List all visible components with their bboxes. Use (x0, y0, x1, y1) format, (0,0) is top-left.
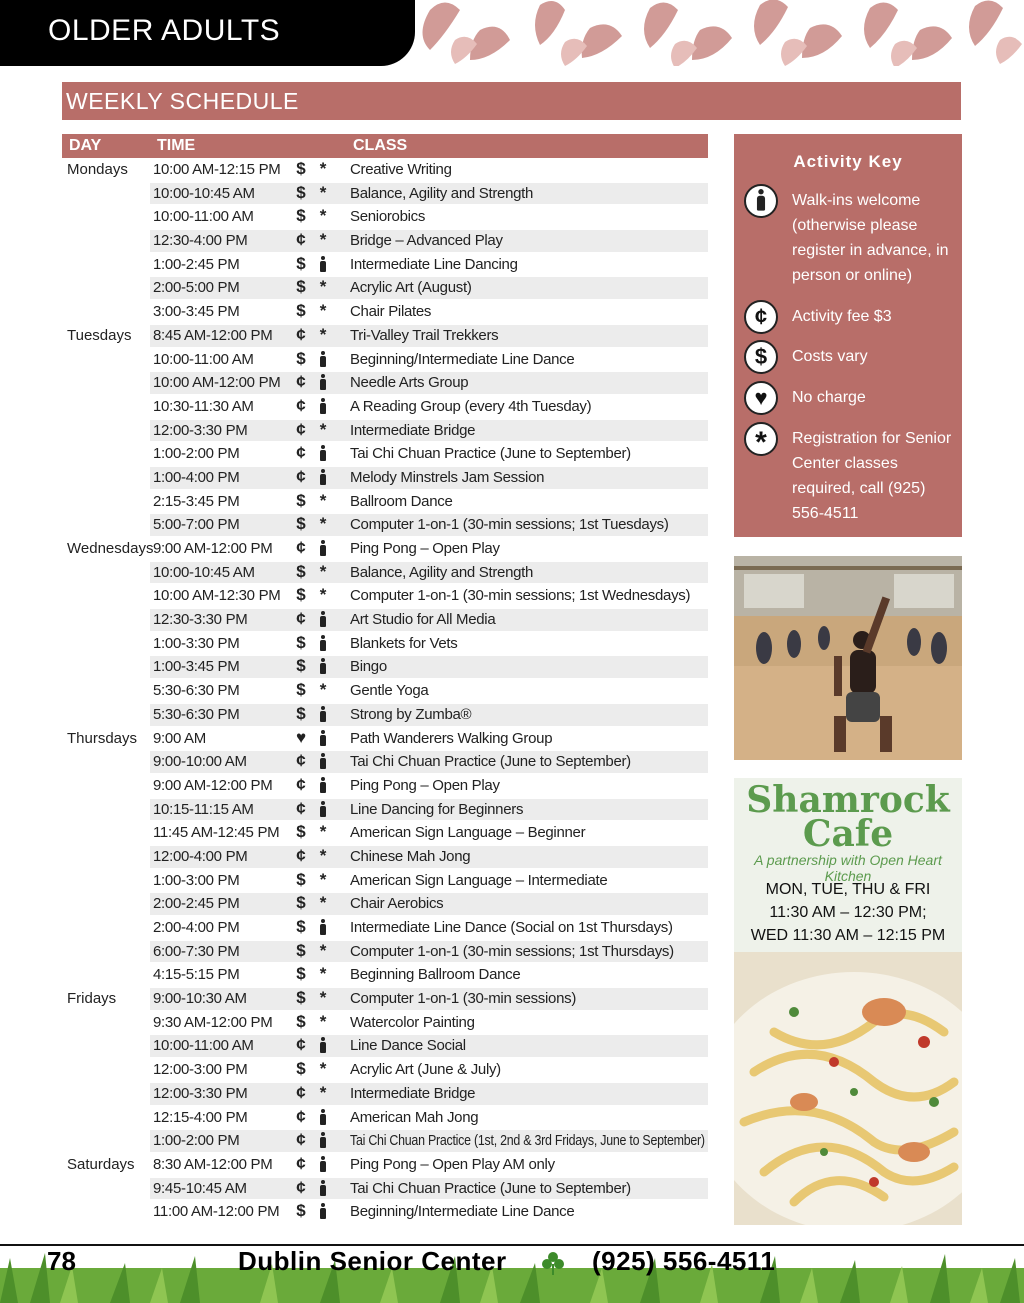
row-time: 9:45-10:45 AM (153, 1179, 247, 1197)
cent-icon: ¢ (296, 443, 306, 463)
dollar-icon: $ (296, 656, 306, 676)
asterisk-icon: * (319, 419, 327, 439)
key-text: Registration for Senior Center classes required, call (925) 556-4511 (792, 430, 952, 522)
row-day: Tuesdays (67, 326, 132, 344)
row-class: American Sign Language – Intermediate (350, 871, 608, 889)
cafe-hours-line3: WED 11:30 AM – 12:15 PM (750, 927, 946, 944)
asterisk-icon: * (319, 230, 327, 250)
row-time: 6:00-7:30 PM (153, 942, 240, 960)
dollar-icon: $ (296, 893, 306, 913)
column-time: TIME (157, 137, 196, 154)
asterisk-icon: * (319, 1082, 327, 1102)
schedule-table (62, 158, 708, 1224)
table-row (62, 1058, 708, 1082)
asterisk-icon: * (319, 988, 327, 1008)
row-day: Saturdays (67, 1155, 135, 1173)
dollar-icon: $ (296, 940, 306, 960)
cent-icon: ¢ (744, 300, 778, 334)
table-row (62, 324, 708, 348)
dollar-icon: $ (296, 253, 306, 273)
phone-number: (925) 556-4511 (592, 1246, 776, 1276)
table-row (62, 490, 708, 514)
row-class: Computer 1-on-1 (30-min sessions) (350, 990, 577, 1008)
table-row (62, 253, 708, 277)
row-time: 11:00 AM-12:00 PM (153, 1203, 280, 1221)
dollar-icon: $ (296, 1201, 306, 1221)
table-row (62, 1129, 708, 1153)
row-class: American Sign Language – Beginner (350, 824, 586, 842)
row-time: 10:00 AM-12:00 PM (153, 374, 281, 392)
dollar-icon: $ (296, 1059, 306, 1079)
dollar-icon: $ (296, 869, 306, 889)
row-class: Chair Pilates (350, 303, 432, 321)
cafe-partner: A partnership with Open Heart Kitchen (754, 852, 942, 884)
dollar-icon: $ (296, 822, 306, 842)
walk-in-icon (316, 396, 330, 416)
dollar-icon: $ (296, 277, 306, 297)
table-row (62, 442, 708, 466)
row-class: Computer 1-on-1 (30-min sessions; 1st Thursdays) (350, 942, 674, 960)
table-row (62, 916, 708, 940)
asterisk-icon: * (319, 893, 327, 913)
row-class: Intermediate Line Dance (Social on 1st Thursdays) (350, 919, 673, 936)
row-time: 1:00-2:00 PM (153, 445, 240, 463)
row-day: Wednesdays (67, 540, 154, 557)
table-row (62, 750, 708, 774)
shamrock-icon (540, 1250, 566, 1276)
cent-icon: ¢ (296, 324, 306, 344)
row-class: Line Dance Social (350, 1037, 466, 1055)
cent-icon: ¢ (296, 538, 306, 557)
dollar-icon: $ (296, 964, 306, 984)
zumba-class-photo (734, 556, 962, 760)
row-time: 12:00-3:30 PM (153, 421, 248, 439)
row-class: Ping Pong – Open Play (350, 540, 500, 557)
pasta-photo (734, 952, 962, 1225)
table-row (62, 821, 708, 845)
table-row (62, 608, 708, 632)
walk-in-icon (316, 372, 330, 392)
table-row (62, 1034, 708, 1058)
row-time: 4:15-5:15 PM (153, 966, 240, 984)
walk-in-icon (316, 1178, 330, 1198)
row-time: 9:00 AM-12:00 PM (153, 540, 273, 557)
row-day: Mondays (67, 161, 128, 178)
row-time: 3:00-3:45 PM (153, 303, 240, 321)
row-class: Creative Writing (350, 161, 452, 178)
shamrock-cafe-ad (734, 778, 962, 952)
table-row (62, 987, 708, 1011)
row-time: 10:00 AM-12:30 PM (153, 587, 281, 605)
cent-icon: ¢ (296, 1153, 306, 1173)
page-number: 78 (47, 1246, 76, 1276)
table-row (62, 561, 708, 585)
walk-in-icon (316, 609, 330, 629)
row-class: Tai Chi Chuan Practice (June to September) (350, 753, 631, 771)
asterisk-icon: * (319, 1059, 327, 1079)
walk-in-icon (316, 254, 330, 274)
asterisk-icon: * (319, 277, 327, 297)
row-class: Path Wanderers Walking Group (350, 729, 553, 747)
dollar-icon: $ (296, 680, 306, 700)
row-class: Tri-Valley Trail Trekkers (350, 326, 499, 344)
table-row (62, 158, 708, 182)
table-row (62, 1011, 708, 1035)
row-time: 5:30-6:30 PM (153, 682, 240, 700)
walk-in-icon (316, 1201, 330, 1221)
grass-decoration (0, 1238, 1024, 1303)
row-time: 9:00-10:30 AM (153, 990, 247, 1008)
asterisk-icon: * (319, 561, 327, 581)
cafe-name-line1: Shamrock (746, 779, 950, 821)
cent-icon: ¢ (296, 1082, 306, 1102)
section-title: OLDER ADULTS (48, 14, 281, 47)
row-class: Tai Chi Chuan Practice (June to September) (350, 1179, 631, 1197)
table-row (62, 1082, 708, 1106)
row-time: 12:15-4:00 PM (153, 1108, 248, 1126)
walk-in-icon (316, 538, 330, 558)
asterisk-icon: * (319, 301, 327, 321)
key-text: Walk-ins welcome (otherwise please register in advance, in person or online) (792, 192, 949, 284)
section-tab (0, 0, 415, 66)
row-time: 10:15-11:15 AM (153, 800, 254, 818)
row-time: 2:00-5:00 PM (153, 279, 240, 297)
table-row (62, 892, 708, 916)
table-row (62, 1106, 708, 1130)
row-time: 10:00-10:45 AM (153, 184, 255, 202)
row-time: 10:30-11:30 AM (153, 397, 254, 415)
table-row (62, 466, 708, 490)
row-time: 8:45 AM-12:00 PM (153, 326, 273, 344)
table-row (62, 869, 708, 893)
dollar-icon: $ (296, 585, 306, 605)
table-row (62, 679, 708, 703)
walk-in-icon (316, 751, 330, 771)
row-time: 1:00-2:00 PM (153, 1132, 240, 1150)
row-class: Computer 1-on-1 (30-min sessions; 1st Wednesdays) (350, 587, 691, 605)
asterisk-icon: * (319, 1011, 327, 1031)
table-row (62, 229, 708, 253)
asterisk-icon: * (319, 585, 327, 605)
row-class: Tai Chi Chuan Practice (1st, 2nd & 3rd Fridays, June to September) (350, 1132, 705, 1150)
row-time: 10:00-11:00 AM (153, 350, 254, 368)
asterisk-icon: * (744, 422, 778, 456)
row-class: Chinese Mah Jong (350, 847, 471, 865)
dollar-icon: $ (296, 561, 306, 581)
asterisk-icon: * (319, 822, 327, 842)
schedule-header-row (62, 134, 708, 158)
dollar-icon: $ (296, 490, 306, 510)
heart-icon: ♥ (295, 727, 307, 747)
dollar-icon: $ (296, 514, 306, 534)
row-time: 10:00-11:00 AM (153, 208, 254, 226)
schedule-title: WEEKLY SCHEDULE (66, 88, 299, 114)
row-class: Line Dancing for Beginners (350, 800, 524, 818)
table-row (62, 182, 708, 206)
cent-icon: ¢ (296, 751, 306, 771)
walk-in-icon (316, 1130, 330, 1150)
row-class: Intermediate Bridge (350, 1084, 476, 1102)
row-time: 12:30-4:00 PM (153, 232, 248, 250)
dollar-icon: $ (296, 917, 306, 936)
dollar-icon: $ (296, 703, 306, 723)
key-text: Activity fee $3 (792, 308, 892, 325)
table-row (62, 727, 708, 751)
dollar-icon: $ (296, 348, 306, 368)
cent-icon: ¢ (296, 845, 306, 865)
table-row (62, 798, 708, 822)
row-time: 5:30-6:30 PM (153, 705, 240, 723)
cafe-hours-line2: 11:30 AM – 12:30 PM; (769, 904, 927, 921)
asterisk-icon: * (319, 940, 327, 960)
dollar-icon: $ (744, 340, 778, 374)
table-row (62, 940, 708, 964)
row-time: 12:00-3:00 PM (153, 1061, 248, 1079)
row-time: 10:00 AM-12:15 PM (153, 161, 281, 178)
cent-icon: ¢ (296, 1035, 306, 1055)
walk-in-icon (316, 1107, 330, 1127)
cent-icon: ¢ (296, 1177, 306, 1197)
walk-in-icon (316, 1035, 330, 1055)
asterisk-icon: * (319, 845, 327, 865)
footer (0, 1238, 1024, 1303)
dollar-icon: $ (296, 301, 306, 321)
row-class: Bingo (350, 658, 387, 676)
row-time: 1:00-3:00 PM (153, 871, 240, 889)
row-class: Melody Minstrels Jam Session (350, 468, 545, 486)
row-class: Beginning Ballroom Dance (350, 966, 521, 984)
row-time: 9:30 AM-12:00 PM (153, 1013, 273, 1031)
asterisk-icon: * (319, 869, 327, 889)
table-row (62, 276, 708, 300)
row-time: 1:00-4:00 PM (153, 468, 240, 486)
asterisk-icon: * (319, 159, 327, 178)
asterisk-icon: * (319, 680, 327, 700)
row-class: Strong by Zumba® (350, 705, 472, 723)
walk-in-icon (316, 1154, 330, 1174)
cent-icon: ¢ (296, 230, 306, 250)
row-class: Computer 1-on-1 (30-min sessions; 1st Tuesdays) (350, 516, 669, 534)
asterisk-icon: * (319, 206, 327, 226)
walk-in-icon (316, 349, 330, 369)
schedule-banner (62, 82, 961, 120)
row-class: Gentle Yoga (350, 682, 429, 700)
asterisk-icon: * (319, 490, 327, 510)
walk-in-icon (316, 633, 330, 653)
row-time: 8:30 AM-12:00 PM (153, 1155, 273, 1173)
dollar-icon: $ (296, 206, 306, 226)
dollar-icon: $ (296, 182, 306, 202)
row-time: 11:45 AM-12:45 PM (153, 824, 280, 842)
cent-icon: ¢ (296, 395, 306, 415)
walk-in-icon (316, 728, 330, 748)
row-class: Bridge – Advanced Play (350, 232, 503, 250)
table-row (62, 845, 708, 869)
row-class: Ping Pong – Open Play AM only (350, 1155, 555, 1173)
cent-icon: ¢ (296, 372, 306, 392)
table-row (62, 963, 708, 987)
column-day: DAY (69, 137, 102, 154)
asterisk-icon: * (319, 182, 327, 202)
row-class: Chair Aerobics (350, 895, 444, 913)
table-row (62, 774, 708, 798)
cent-icon: ¢ (296, 1106, 306, 1126)
table-row (62, 632, 708, 656)
walk-in-icon (316, 799, 330, 819)
cent-icon: ¢ (296, 798, 306, 818)
walk-in-icon (316, 775, 330, 795)
footer-rule (0, 1244, 1024, 1246)
row-time: 10:00-11:00 AM (153, 1037, 254, 1055)
table-row (62, 513, 708, 537)
row-day: Fridays (67, 990, 117, 1008)
row-time: 12:00-4:00 PM (153, 847, 248, 865)
cent-icon: ¢ (296, 419, 306, 439)
row-time: 5:00-7:00 PM (153, 516, 240, 534)
row-class: Acrylic Art (June & July) (350, 1061, 501, 1079)
row-time: 1:00-3:30 PM (153, 634, 240, 652)
row-class: Needle Arts Group (350, 374, 469, 392)
row-class: Acrylic Art (August) (350, 279, 472, 297)
cent-icon: ¢ (296, 466, 306, 486)
key-text: Costs vary (792, 348, 868, 365)
row-time: 12:00-3:30 PM (153, 1084, 248, 1102)
table-row (62, 1200, 708, 1224)
asterisk-icon: * (319, 324, 327, 344)
walk-in-icon (316, 917, 330, 937)
row-class: A Reading Group (every 4th Tuesday) (350, 397, 592, 415)
dollar-icon: $ (296, 159, 306, 178)
dollar-icon: $ (296, 988, 306, 1008)
dollar-icon: $ (296, 1011, 306, 1031)
key-text: No charge (792, 389, 866, 406)
row-time: 10:00-10:45 AM (153, 563, 255, 581)
table-row (62, 1153, 708, 1177)
row-time: 1:00-2:45 PM (153, 255, 240, 273)
cent-icon: ¢ (296, 1130, 306, 1150)
dollar-icon: $ (296, 632, 306, 652)
row-class: Ping Pong – Open Play (350, 776, 500, 794)
row-time: 9:00-10:00 AM (153, 753, 247, 771)
row-class: Tai Chi Chuan Practice (June to September) (350, 445, 631, 463)
table-row (62, 1177, 708, 1201)
row-time: 12:30-3:30 PM (153, 611, 248, 629)
table-row (62, 655, 708, 679)
row-time: 2:15-3:45 PM (153, 492, 240, 510)
row-class: Intermediate Line Dancing (350, 255, 518, 273)
row-time: 9:00 AM-12:00 PM (153, 776, 273, 794)
center-name: Dublin Senior Center (238, 1246, 507, 1276)
table-row (62, 205, 708, 229)
table-row (62, 703, 708, 727)
cafe-hours-line1: MON, TUE, THU & FRI (765, 881, 931, 898)
activity-key-title: Activity Key (793, 152, 903, 171)
walk-in-icon (744, 184, 778, 218)
cent-icon: ¢ (296, 774, 306, 794)
row-class: Blankets for Vets (350, 634, 458, 652)
row-class: Balance, Agility and Strength (350, 563, 534, 581)
heart-icon: ♥ (744, 381, 778, 415)
table-row (62, 348, 708, 372)
column-class: CLASS (353, 137, 408, 154)
row-time: 2:00-2:45 PM (153, 895, 240, 913)
activity-key (734, 134, 962, 537)
table-row (62, 371, 708, 395)
row-time: 2:00-4:00 PM (153, 919, 240, 936)
cent-icon: ¢ (296, 609, 306, 629)
row-time: 9:00 AM (153, 729, 206, 747)
row-class: Seniorobics (350, 208, 426, 226)
row-time: 1:00-3:45 PM (153, 658, 240, 676)
row-class: Beginning/Intermediate Line Dance (350, 1203, 575, 1221)
walk-in-icon (316, 467, 330, 487)
row-class: Beginning/Intermediate Line Dance (350, 350, 575, 368)
row-class: American Mah Jong (350, 1108, 479, 1126)
table-row (62, 395, 708, 419)
walk-in-icon (316, 656, 330, 676)
table-row (62, 584, 708, 608)
table-row (62, 537, 708, 561)
walk-in-icon (316, 704, 330, 724)
table-row (62, 419, 708, 443)
row-class: Art Studio for All Media (350, 611, 496, 629)
table-row (62, 300, 708, 324)
row-day: Thursdays (67, 729, 138, 747)
row-class: Intermediate Bridge (350, 421, 476, 439)
row-class: Watercolor Painting (350, 1013, 475, 1031)
row-class: Ballroom Dance (350, 492, 453, 510)
asterisk-icon: * (319, 514, 327, 534)
walk-in-icon (316, 443, 330, 463)
cafe-hours (734, 878, 962, 947)
asterisk-icon: * (319, 964, 327, 984)
cafe-name-line2: Cafe (802, 813, 894, 855)
top-header (0, 0, 1024, 66)
row-class: Balance, Agility and Strength (350, 184, 534, 202)
